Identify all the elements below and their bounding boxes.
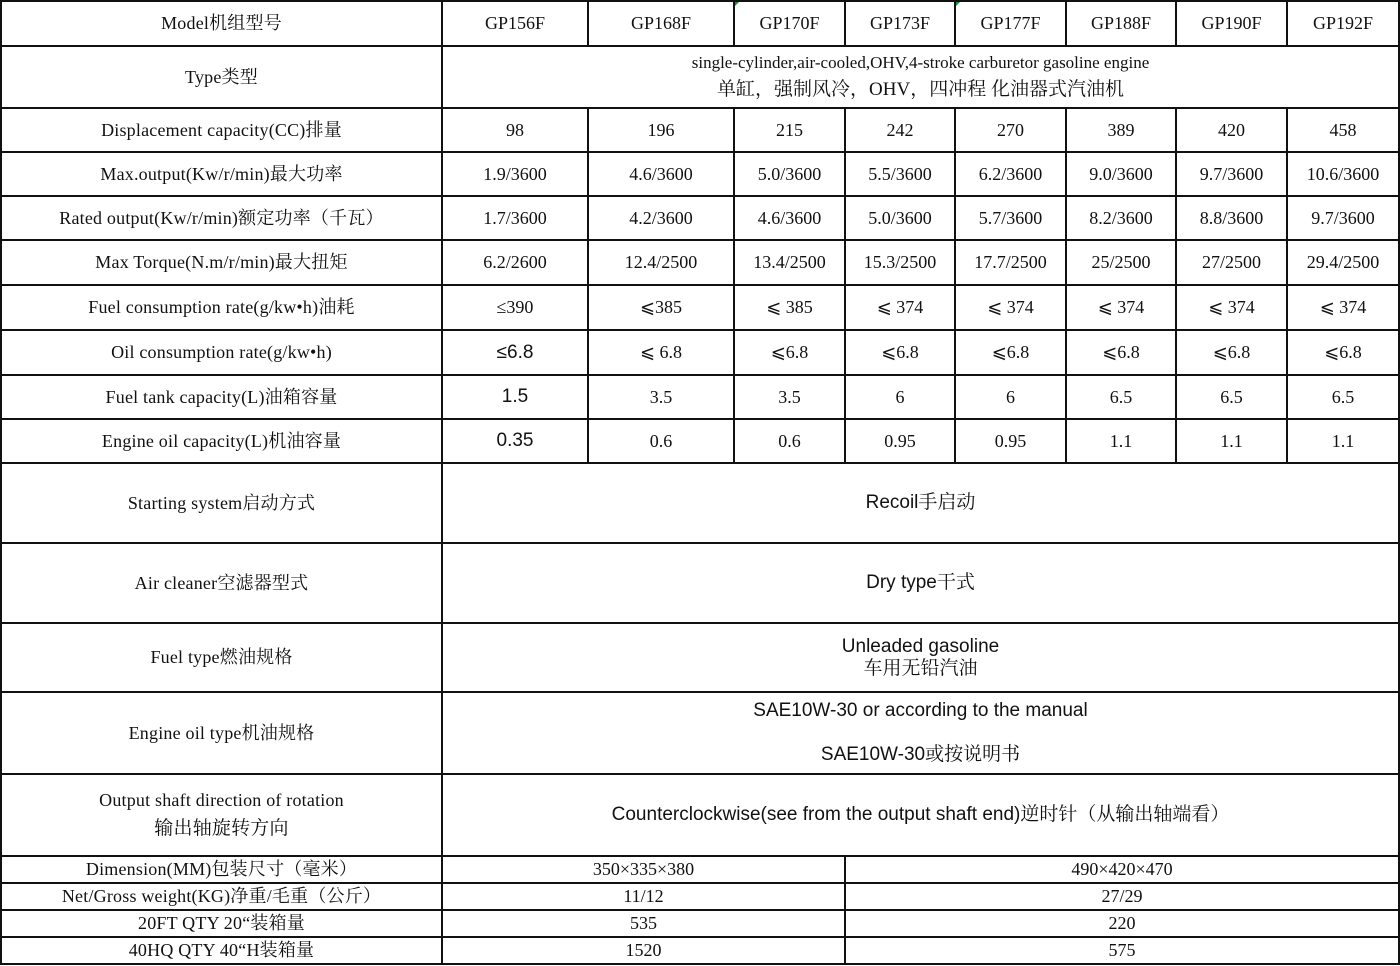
table-cell: 1.7/3600 [442, 196, 588, 240]
engine-oil-capacity-row [1, 419, 1399, 463]
output-shaft-value: Counterclockwise(see from the output shaft end)逆时针（从输出轴端看） [442, 774, 1399, 856]
model-label: Model机组型号 [1, 1, 442, 46]
type-value [442, 46, 1399, 108]
displacement-label: Displacement capacity(CC)排量 [1, 108, 442, 152]
type-value-cn: 单缸，强制风冷，OHV，四冲程 化油器式汽油机 [717, 78, 1124, 100]
table-cell: 6.5 [1176, 375, 1287, 419]
table-cell: 6 [955, 375, 1066, 419]
rated-output-row [1, 196, 1399, 240]
table-cell: 1.1 [1176, 419, 1287, 463]
displacement-row [1, 108, 1399, 152]
table-cell: 0.35 [442, 419, 588, 463]
table-cell: 17.7/2500 [955, 240, 1066, 285]
table-cell: 242 [845, 108, 955, 152]
table-cell: 270 [955, 108, 1066, 152]
weight-label: Net/Gross weight(KG)净重/毛重（公斤） [1, 883, 442, 910]
dimension-label: Dimension(MM)包装尺寸（毫米） [1, 856, 442, 883]
air-cleaner-value: Dry type干式 [442, 543, 1399, 623]
type-value-en: single-cylinder,air-cooled,OHV,4-stroke carburetor gasoline engine [691, 53, 1150, 73]
table-cell: 1.9/3600 [442, 152, 588, 196]
air-cleaner-row [1, 543, 1399, 623]
engine-oil-type-label: Engine oil type机油规格 [1, 692, 442, 774]
table-cell: 9.0/3600 [1066, 152, 1176, 196]
weight-group1: 11/12 [442, 883, 845, 910]
qty40-group2: 575 [845, 937, 1399, 964]
table-cell: 15.3/2500 [845, 240, 955, 285]
table-cell: ⩽ 374 [1066, 285, 1176, 330]
model-gp192f: GP192F [1287, 1, 1399, 46]
qty20-label: 20FT QTY 20“装箱量 [1, 910, 442, 937]
table-cell: 10.6/3600 [1287, 152, 1399, 196]
table-cell: 215 [734, 108, 845, 152]
fuel-type-value [442, 623, 1399, 692]
table-cell: 98 [442, 108, 588, 152]
engine-oil-capacity-label: Engine oil capacity(L)机油容量 [1, 419, 442, 463]
table-cell: 6.2/2600 [442, 240, 588, 285]
output-shaft-row [1, 774, 1399, 856]
oil-consumption-label: Oil consumption rate(g/kw•h) [1, 330, 442, 375]
starting-system-row [1, 463, 1399, 543]
weight-row [1, 883, 1399, 910]
weight-group2: 27/29 [845, 883, 1399, 910]
table-cell: 5.5/3600 [845, 152, 955, 196]
fuel-type-value-en: Unleaded gasoline [841, 635, 1000, 657]
table-cell: 458 [1287, 108, 1399, 152]
table-cell: 13.4/2500 [734, 240, 845, 285]
table-cell: 1.1 [1066, 419, 1176, 463]
qty40-row [1, 937, 1399, 964]
table-cell: ⩽6.8 [1287, 330, 1399, 375]
model-gp190f: GP190F [1176, 1, 1287, 46]
dimension-group2: 490×420×470 [845, 856, 1399, 883]
air-cleaner-label: Air cleaner空滤器型式 [1, 543, 442, 623]
starting-system-label: Starting system启动方式 [1, 463, 442, 543]
qty20-group1: 535 [442, 910, 845, 937]
table-cell: 9.7/3600 [1176, 152, 1287, 196]
table-cell: 196 [588, 108, 734, 152]
table-cell: 1.1 [1287, 419, 1399, 463]
fuel-type-value-cn: 车用无铅汽油 [863, 657, 978, 679]
rated-output-label: Rated output(Kw/r/min)额定功率（千瓦） [1, 196, 442, 240]
fuel-consumption-row [1, 285, 1399, 330]
table-cell: ⩽ 374 [1176, 285, 1287, 330]
table-cell: 8.8/3600 [1176, 196, 1287, 240]
table-cell: 4.6/3600 [588, 152, 734, 196]
table-cell: 389 [1066, 108, 1176, 152]
model-gp177f: GP177F [955, 1, 1066, 46]
table-cell: 5.0/3600 [845, 196, 955, 240]
table-cell: ⩽6.8 [1176, 330, 1287, 375]
fuel-type-row [1, 623, 1399, 692]
type-label: Type类型 [1, 46, 442, 108]
table-cell: ⩽ 374 [955, 285, 1066, 330]
engine-oil-type-value [442, 692, 1399, 774]
table-cell: 3.5 [734, 375, 845, 419]
table-cell: ⩽ 6.8 [588, 330, 734, 375]
qty40-group1: 1520 [442, 937, 845, 964]
table-cell: 0.6 [588, 419, 734, 463]
table-cell: ⩽6.8 [845, 330, 955, 375]
dimension-group1: 350×335×380 [442, 856, 845, 883]
qty20-group2: 220 [845, 910, 1399, 937]
model-gp170f: GP170F [734, 1, 845, 46]
table-cell: ⩽ 374 [1287, 285, 1399, 330]
table-cell: 3.5 [588, 375, 734, 419]
max-torque-label: Max Torque(N.m/r/min)最大扭矩 [1, 240, 442, 285]
table-cell: 9.7/3600 [1287, 196, 1399, 240]
table-cell: 6 [845, 375, 955, 419]
model-gp168f: GP168F [588, 1, 734, 46]
table-cell: 6.5 [1287, 375, 1399, 419]
fuel-consumption-label: Fuel consumption rate(g/kw•h)油耗 [1, 285, 442, 330]
table-cell: 0.95 [845, 419, 955, 463]
table-cell: 420 [1176, 108, 1287, 152]
max-output-row [1, 152, 1399, 196]
table-cell: ⩽6.8 [955, 330, 1066, 375]
table-cell: ≤6.8 [442, 330, 588, 375]
table-cell: ⩽6.8 [734, 330, 845, 375]
output-shaft-label [1, 774, 442, 856]
table-cell: ⩽ 385 [734, 285, 845, 330]
qty40-label: 40HQ QTY 40“H装箱量 [1, 937, 442, 964]
qty20-row [1, 910, 1399, 937]
max-torque-row [1, 240, 1399, 285]
table-cell: 6.2/3600 [955, 152, 1066, 196]
table-cell: 6.5 [1066, 375, 1176, 419]
table-cell: ⩽385 [588, 285, 734, 330]
engine-oil-type-value-en: SAE10W-30 or according to the manual [753, 700, 1088, 722]
table-cell: ⩽ 374 [845, 285, 955, 330]
table-cell: 29.4/2500 [1287, 240, 1399, 285]
max-output-label: Max.output(Kw/r/min)最大功率 [1, 152, 442, 196]
model-gp188f: GP188F [1066, 1, 1176, 46]
table-cell: 12.4/2500 [588, 240, 734, 285]
table-cell: 0.95 [955, 419, 1066, 463]
output-shaft-label-cn: 输出轴旋转方向 [154, 818, 289, 840]
table-cell: 4.6/3600 [734, 196, 845, 240]
table-cell: 25/2500 [1066, 240, 1176, 285]
table-cell: ⩽6.8 [1066, 330, 1176, 375]
starting-system-value: Recoil手启动 [442, 463, 1399, 543]
type-row [1, 46, 1399, 108]
header-row [1, 1, 1399, 46]
engine-oil-type-value-cn: SAE10W-30或按说明书 [820, 744, 1021, 765]
table-cell: 5.0/3600 [734, 152, 845, 196]
fuel-tank-row [1, 375, 1399, 419]
oil-consumption-row [1, 330, 1399, 375]
table-cell: 0.6 [734, 419, 845, 463]
fuel-tank-label: Fuel tank capacity(L)油箱容量 [1, 375, 442, 419]
table-cell: 5.7/3600 [955, 196, 1066, 240]
dimension-row [1, 856, 1399, 883]
fuel-type-label: Fuel type燃油规格 [1, 623, 442, 692]
table-cell: 1.5 [442, 375, 588, 419]
table-cell: 8.2/3600 [1066, 196, 1176, 240]
engine-oil-type-row [1, 692, 1399, 774]
table-cell: ≤390 [442, 285, 588, 330]
output-shaft-label-en: Output shaft direction of rotation [99, 789, 344, 810]
table-cell: 4.2/3600 [588, 196, 734, 240]
table-cell: 27/2500 [1176, 240, 1287, 285]
model-gp173f: GP173F [845, 1, 955, 46]
model-gp156f: GP156F [442, 1, 588, 46]
